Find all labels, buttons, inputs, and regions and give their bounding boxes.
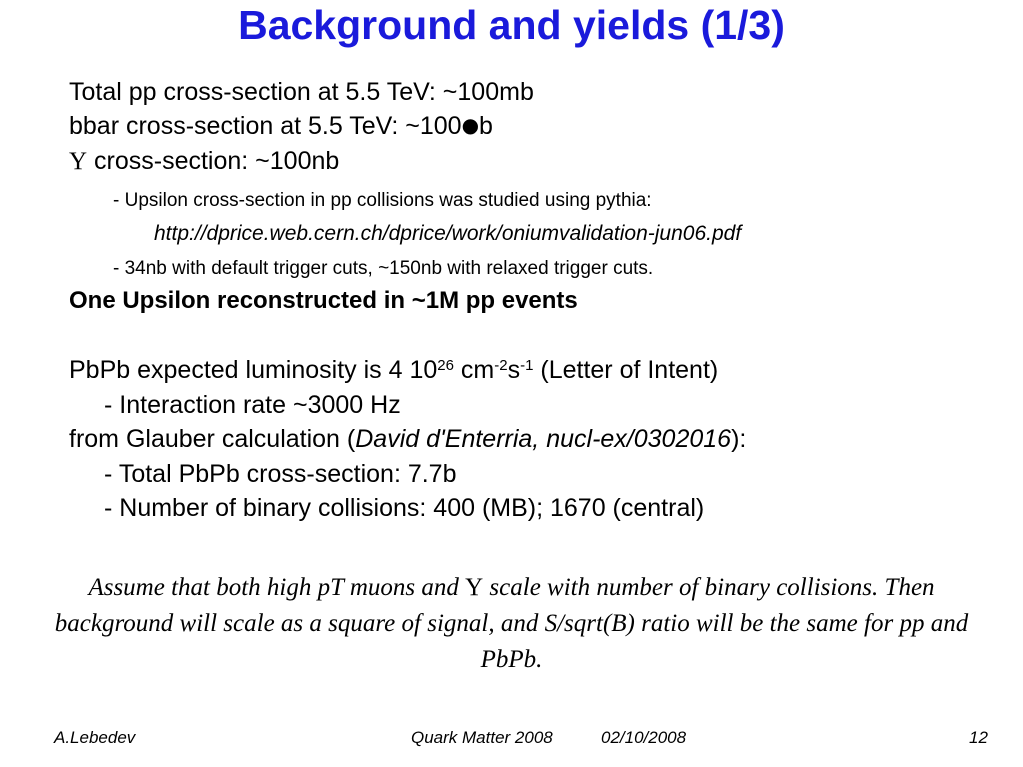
luminosity-unit-s: s bbox=[507, 356, 521, 384]
bbar-unit: b bbox=[479, 112, 493, 140]
assumption-text-2: scale with number of binary collisions. Then background will scale as a square of signal, and S/sqrt(B) ratio will be the same for pp and PbPb. bbox=[54, 574, 969, 673]
bbar-cross-section-line bbox=[69, 112, 493, 141]
letter-of-intent: (Letter of Intent) bbox=[533, 356, 719, 384]
assumption-upsilon-symbol: Υ bbox=[465, 574, 484, 601]
glauber-text: from Glauber calculation ( bbox=[69, 425, 356, 453]
footer-author: A.Lebedev bbox=[54, 728, 136, 747]
interaction-rate-line: - Interaction rate ~3000 Hz bbox=[104, 391, 401, 419]
glauber-line bbox=[69, 425, 746, 454]
slide-title: Background and yields (1/3) bbox=[238, 2, 785, 48]
upsilon-symbol: Υ bbox=[69, 148, 88, 175]
trigger-cuts-note: - 34nb with default trigger cuts, ~150nb with relaxed trigger cuts. bbox=[113, 258, 654, 279]
upsilon-cross-section-text: cross-section: ~100nb bbox=[87, 147, 340, 175]
luminosity-text: PbPb expected luminosity is 4 10 bbox=[69, 356, 438, 384]
cm-exponent: -2 bbox=[494, 356, 508, 374]
footer-page-number: 12 bbox=[969, 728, 988, 747]
assumption-paragraph bbox=[30, 570, 993, 678]
footer-date: 02/10/2008 bbox=[601, 728, 687, 747]
pythia-note: - Upsilon cross-section in pp collisions was studied using pythia: bbox=[113, 190, 652, 211]
glauber-reference: David d'Enterria, nucl-ex/0302016 bbox=[355, 425, 732, 453]
s-exponent: -1 bbox=[520, 356, 534, 374]
glauber-close: ): bbox=[731, 425, 747, 453]
pbpb-cross-section-line: - Total PbPb cross-section: 7.7b bbox=[104, 460, 457, 488]
reference-link[interactable]: http://dprice.web.cern.ch/dprice/work/oniumvalidation-jun06.pdf bbox=[154, 222, 742, 245]
footer-conference: Quark Matter 2008 bbox=[411, 728, 553, 747]
luminosity-unit-cm: cm bbox=[453, 356, 495, 384]
luminosity-exponent: 26 bbox=[437, 356, 454, 374]
luminosity-line bbox=[69, 356, 718, 385]
pp-cross-section-line: Total pp cross-section at 5.5 TeV: ~100mb bbox=[69, 78, 534, 106]
binary-collisions-line: - Number of binary collisions: 400 (MB); 1670 (central) bbox=[104, 494, 705, 522]
mu-symbol-icon: ● bbox=[461, 113, 480, 137]
upsilon-rate-line: One Upsilon reconstructed in ~1M pp events bbox=[69, 287, 578, 314]
upsilon-cross-section-line bbox=[69, 147, 339, 176]
bbar-text: bbar cross-section at 5.5 TeV: ~100 bbox=[69, 112, 462, 140]
assumption-text-1: Assume that both high pT muons and bbox=[88, 574, 466, 601]
